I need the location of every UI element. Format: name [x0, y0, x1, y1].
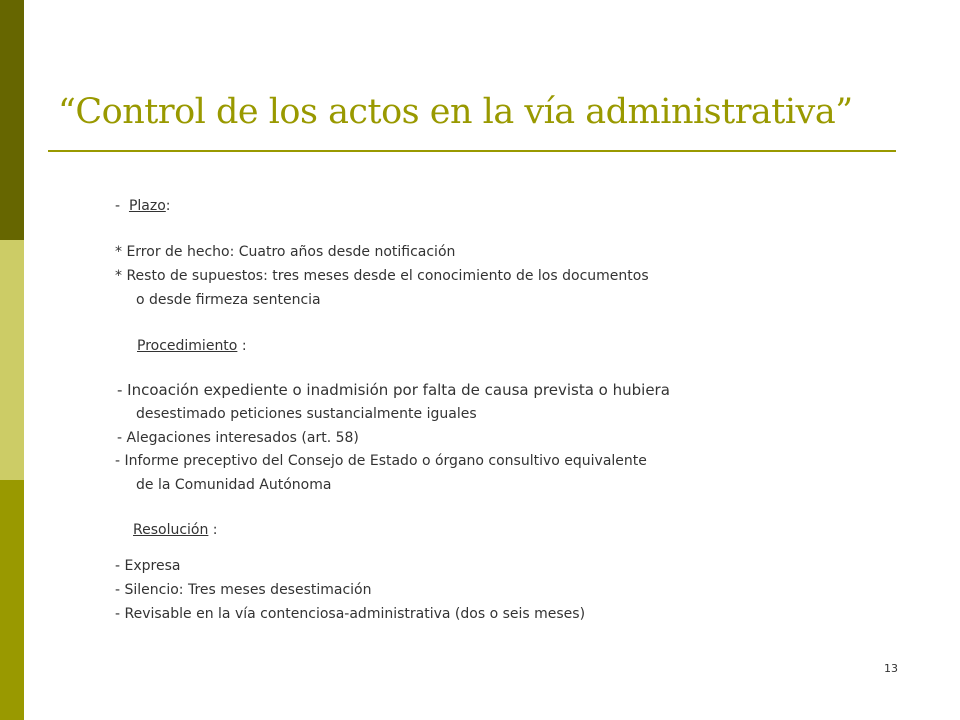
- resolucion-item: - Expresa: [115, 558, 181, 574]
- title-underline: [48, 150, 896, 152]
- resolucion-label: Resolución: [133, 522, 209, 538]
- procedimiento-suffix: :: [237, 338, 247, 354]
- procedimiento-item: de la Comunidad Autónoma: [136, 477, 332, 493]
- resolucion-item: - Silencio: Tres meses desestimación: [115, 582, 372, 598]
- sidebar-band-light: [0, 240, 24, 480]
- page-number: 13: [884, 662, 898, 675]
- resolucion-heading: [133, 522, 218, 538]
- slide-title: “Control de los actos en la vía administrativa”: [58, 92, 853, 132]
- procedimiento-heading: [137, 338, 247, 354]
- sidebar-band-medium: [0, 480, 24, 720]
- plazo-heading: [115, 198, 171, 214]
- procedimiento-item: - Informe preceptivo del Consejo de Estado o órgano consultivo equivalente: [115, 453, 647, 469]
- plazo-suffix: :: [165, 198, 171, 214]
- resolucion-item: - Revisable en la vía contenciosa-administrativa (dos o seis meses): [115, 606, 586, 622]
- sidebar-band-dark: [0, 0, 24, 240]
- plazo-item: * Error de hecho: Cuatro años desde notificación: [115, 244, 456, 260]
- procedimiento-label: Procedimiento: [137, 338, 238, 354]
- procedimiento-item: desestimado peticiones sustancialmente iguales: [136, 406, 477, 422]
- plazo-dash: -: [115, 198, 121, 214]
- resolucion-suffix: :: [208, 522, 218, 538]
- plazo-item: o desde firmeza sentencia: [136, 292, 321, 308]
- plazo-item: * Resto de supuestos: tres meses desde el conocimiento de los documentos: [115, 268, 649, 284]
- procedimiento-item: - Alegaciones interesados (art. 58): [117, 430, 359, 446]
- plazo-label: Plazo: [128, 198, 166, 214]
- procedimiento-item: - Incoación expediente o inadmisión por falta de causa prevista o hubiera: [117, 381, 670, 399]
